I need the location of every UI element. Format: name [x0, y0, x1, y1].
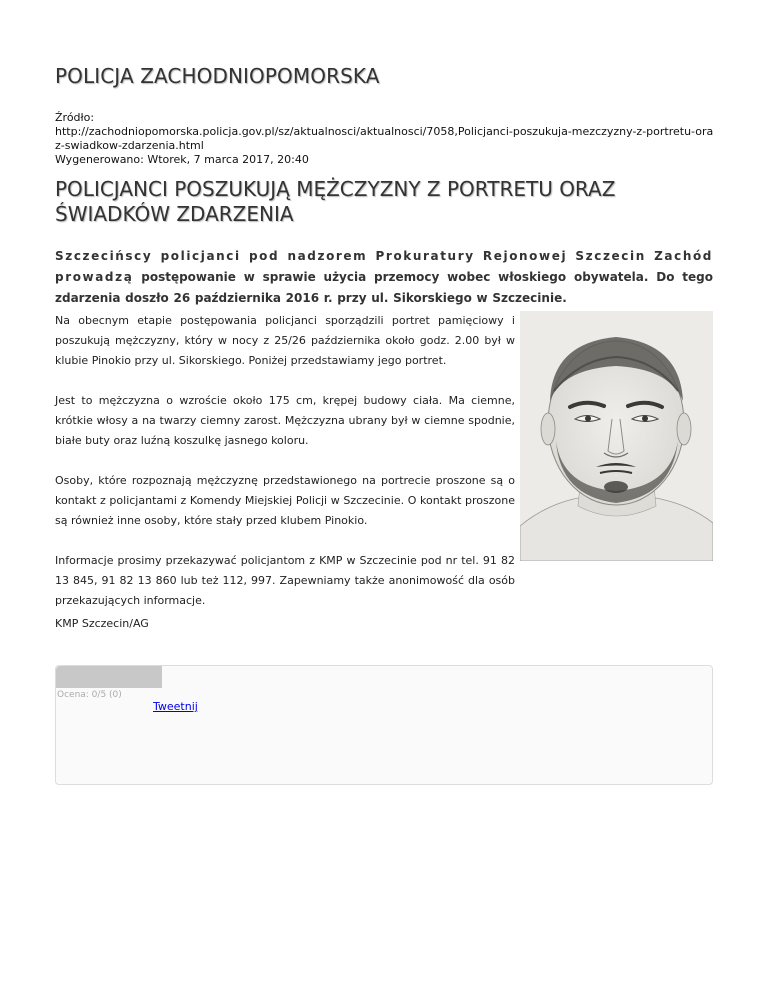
source-label: Źródło:: [55, 111, 95, 124]
source-url: http://zachodniopomorska.policja.gov.pl/sz/aktualnosci/aktualnosci/7058,Policjanci-poszukuja-mezczyzny-z-portretu-oraz-swiadkow-zdarzenia.html: [55, 125, 714, 152]
site-title: POLICJA ZACHODNIOPOMORSKA: [55, 64, 380, 88]
suspect-portrait: [520, 311, 713, 561]
generated-date: Wygenerowano: Wtorek, 7 marca 2017, 20:40: [55, 153, 309, 166]
tweet-link[interactable]: Tweetnij: [153, 700, 198, 713]
portrait-sketch: [520, 311, 713, 561]
paragraph-5: KMP Szczecin/AG: [55, 617, 149, 630]
paragraph-2: Jest to mężczyzna o wzroście około 175 cm, krępej budowy ciała. Ma ciemne, krótkie włosy a na twarzy ciemny zarost. Mężczyzna ubrany był w ciemne spodnie, białe buty oraz luźną koszulkę jasnego koloru.: [55, 394, 515, 447]
paragraph-1: Na obecnym etapie postępowania policjanci sporządzili portret pamięciowy i poszukują mężczyzny, który w nocy z 25/26 października około godz. 2.00 był w klubie Pinokio przy ul. Sikorskiego. Poniżej przedstawiamy jego portret.: [55, 314, 515, 367]
lead-part-1: Szczecińscy policjanci pod nadzorem Prokuratury Rejonowej Szczecin Zachód prowadzą: [55, 249, 713, 284]
lead-part-2: postępowanie w sprawie użycia przemocy wobec włoskiego obywatela. Do tego zdarzenia doszło 26 października 2016 r. przy ul. Sikorskiego w Szczecinie.: [55, 270, 713, 305]
meta-info: [55, 111, 715, 167]
rating-box: [55, 665, 713, 785]
article-title: POLICJANCI POSZUKUJĄ MĘŻCZYZNY Z PORTRETU ORAZ ŚWIADKÓW ZDARZENIA: [55, 177, 616, 226]
paragraph-4: Informacje prosimy przekazywać policjantom z KMP w Szczecinie pod nr tel. 91 82 13 845, 91 82 13 860 lub też 112, 997. Zapewniamy także anonimowość dla osób przekazujących informacje.: [55, 554, 515, 607]
rating-stars[interactable]: [56, 666, 162, 688]
article-lead: [55, 246, 713, 309]
paragraph-3: Osoby, które rozpoznają mężczyznę przedstawionego na portrecie proszone są o kontakt z policjantami z Komendy Miejskiej Policji w Szczecinie. O kontakt proszone są również inne osoby, które stały przed klubem Pinokio.: [55, 474, 515, 527]
rating-label: Ocena: 0/5 (0): [57, 690, 122, 700]
